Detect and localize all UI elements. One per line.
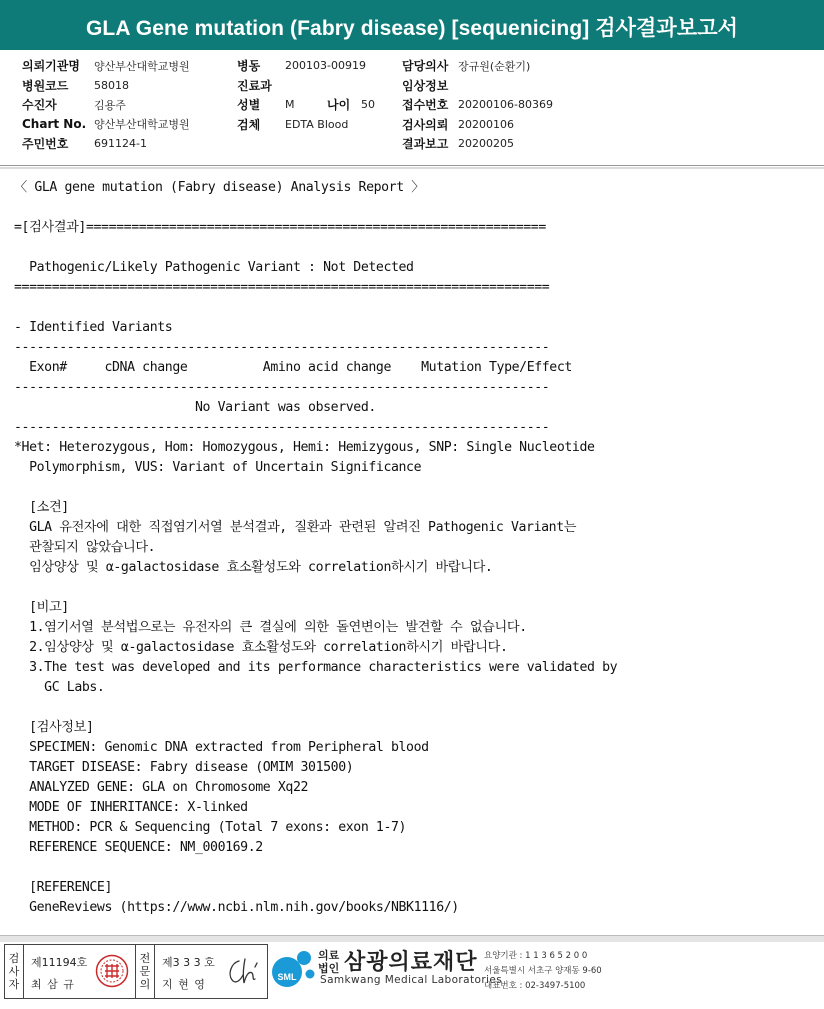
header-label: 검체: [237, 117, 261, 132]
report-line: 2.임상양상 및 α-galactosidase 효소활성도와 correlation하시기 바랍니다.: [14, 640, 508, 655]
tester-seal-stamp: [95, 954, 129, 988]
patient-header: [0, 56, 824, 166]
header-label: 진료과: [237, 78, 272, 93]
report-line: 1.염기서열 분석법으로는 유전자의 큰 결실에 의한 돌연변이는 발견할 수 없습니다.: [14, 620, 527, 635]
report-line: - Identified Variants: [14, 320, 173, 335]
tester-id: 제11194호: [31, 956, 88, 969]
report-line: TARGET DISEASE: Fabry disease (OMIM 301500): [14, 760, 354, 775]
header-row: [22, 76, 190, 96]
report-line: [14, 198, 814, 218]
report-line: Pathogenic/Likely Pathogenic Variant : Not Detected: [14, 260, 414, 275]
header-value: 양산부산대학교병원: [94, 59, 190, 73]
header-row: [402, 95, 553, 115]
header-label: 담당의사: [402, 59, 449, 74]
footer-divider: [0, 935, 824, 942]
corp-english-name: Samkwang Medical Laboratories: [320, 974, 503, 986]
report-line: -----------------------------------------------------------------------: [14, 420, 550, 435]
tester-vertical-label: [5, 945, 24, 998]
header-value: 200103-00919: [285, 59, 366, 73]
age-label: 나이: [327, 98, 351, 113]
doctor-id: 제3 3 3 호: [162, 956, 215, 969]
header-value: 691124-1: [94, 137, 147, 151]
header-row: [237, 76, 375, 96]
header-value: EDTA Blood: [285, 117, 349, 131]
header-label: 결과보고: [402, 137, 449, 152]
corp-prefix-line: 법인: [318, 962, 340, 975]
doctor-signature: [225, 955, 261, 987]
report-line: 임상양상 및 α-galactosidase 효소활성도와 correlation하시기 바랍니다.: [14, 560, 493, 575]
report-line: GLA 유전자에 대한 직접염기서열 분석결과, 질환과 관련된 알려진 Pathogenic Variant는: [14, 520, 577, 535]
report-body: [14, 178, 814, 918]
doctor-name: 지 현 영: [162, 978, 206, 991]
header-label: 주민번호: [22, 137, 69, 152]
header-label: Chart No.: [22, 117, 87, 132]
age-value: 50: [361, 98, 375, 112]
header-label: 성별: [237, 98, 261, 113]
corp-name: 삼광의료재단: [344, 950, 478, 975]
header-value: 20200106-80369: [458, 98, 553, 112]
report-line: [14, 478, 814, 498]
header-row: [402, 76, 553, 96]
report-line: [14, 858, 814, 878]
report-title: GLA Gene mutation (Fabry disease) [sequenicing] 검사결과보고서: [86, 17, 738, 40]
report-line: 관찰되지 않았습니다.: [14, 540, 156, 555]
report-line: Exon# cDNA change Amino acid change Mutation Type/Effect: [14, 360, 572, 375]
header-label: 수진자: [22, 98, 57, 113]
report-line: [14, 238, 814, 258]
vertical-char: 사: [8, 965, 20, 978]
vertical-char: 전: [139, 952, 151, 965]
header-row: [22, 134, 190, 154]
header-label: 임상정보: [402, 78, 449, 93]
header-col-1: [22, 56, 190, 154]
header-divider: [0, 165, 824, 166]
header-row: [22, 95, 190, 115]
sml-logo-text: SML: [277, 972, 297, 982]
header-row: [237, 95, 375, 115]
header-row: [22, 56, 190, 76]
corp-prefix-line: 의료: [318, 949, 340, 962]
header-value: 20200106: [458, 117, 514, 131]
header-row: [22, 115, 190, 135]
header-row: [237, 115, 375, 135]
report-line: =[검사결과]=============================================================: [14, 220, 546, 235]
report-line: MODE OF INHERITANCE: X-linked: [14, 800, 248, 815]
report-line: -----------------------------------------------------------------------: [14, 380, 550, 395]
report-line: *Het: Heterozygous, Hom: Homozygous, Hemi: Hemizygous, SNP: Single Nucleotide: [14, 440, 595, 455]
header-row: [237, 56, 375, 76]
report-line: [소견]: [14, 500, 69, 515]
report-line: Polymorphism, VUS: Variant of Uncertain Significance: [14, 460, 422, 475]
header-row: [402, 115, 553, 135]
report-line: REFERENCE SEQUENCE: NM_000169.2: [14, 840, 263, 855]
report-line: [REFERENCE]: [14, 880, 113, 895]
report-line: METHOD: PCR & Sequencing (Total 7 exons: exon 1-7): [14, 820, 407, 835]
header-label: 의뢰기관명: [22, 59, 80, 74]
header-row: [402, 134, 553, 154]
header-col-2: [237, 56, 375, 134]
report-line: [14, 578, 814, 598]
vertical-char: 문: [139, 965, 151, 978]
report-line: SPECIMEN: Genomic DNA extracted from Peripheral blood: [14, 740, 429, 755]
report-line: [비고]: [14, 600, 69, 615]
report-line: [14, 298, 814, 318]
vertical-char: 의: [139, 978, 151, 991]
report-line: GC Labs.: [14, 680, 105, 695]
signature-box: [4, 944, 268, 999]
header-value: 20200205: [458, 137, 514, 151]
header-value: M: [285, 98, 295, 112]
doctor-vertical-label: [135, 945, 155, 998]
report-line: =======================================================================: [14, 280, 550, 295]
report-line: ANALYZED GENE: GLA on Chromosome Xq22: [14, 780, 309, 795]
phone: 대표번호 : 02-3497-5100: [484, 981, 586, 991]
vertical-char: 자: [8, 978, 20, 991]
report-line: GeneReviews (https://www.ncbi.nlm.nih.gov/books/NBK1116/): [14, 900, 459, 915]
vertical-char: 검: [8, 952, 20, 965]
header-value: 장규원(순환기): [458, 59, 531, 73]
report-line: No Variant was observed.: [14, 400, 376, 415]
header-divider-shadow: [0, 167, 824, 169]
report-line: -----------------------------------------------------------------------: [14, 340, 550, 355]
header-row: [402, 56, 553, 76]
report-line: [검사정보]: [14, 720, 94, 735]
header-label: 병동: [237, 59, 261, 74]
header-value: 양산부산대학교병원: [94, 118, 190, 132]
institution-code: 요양기관 : 1 1 3 6 5 2 0 0: [484, 951, 588, 961]
header-label: 접수번호: [402, 98, 449, 113]
title-bar: [0, 0, 824, 50]
header-label: 검사의뢰: [402, 117, 449, 132]
header-value: 김용주: [94, 98, 126, 112]
header-value: 58018: [94, 78, 129, 92]
address: 서울특별시 서초구 양재동 9-60: [484, 966, 602, 976]
sml-logo-icon: [270, 944, 320, 994]
tester-name: 최 삼 규: [31, 978, 75, 991]
report-line: 3.The test was developed and its performance characteristics were validated by: [14, 660, 618, 675]
report-line: [14, 698, 814, 718]
corp-prefix: [318, 949, 339, 975]
header-label: 병원코드: [22, 78, 69, 93]
report-line: 〈 GLA gene mutation (Fabry disease) Analysis Report 〉: [14, 180, 425, 195]
header-col-3: [402, 56, 553, 154]
